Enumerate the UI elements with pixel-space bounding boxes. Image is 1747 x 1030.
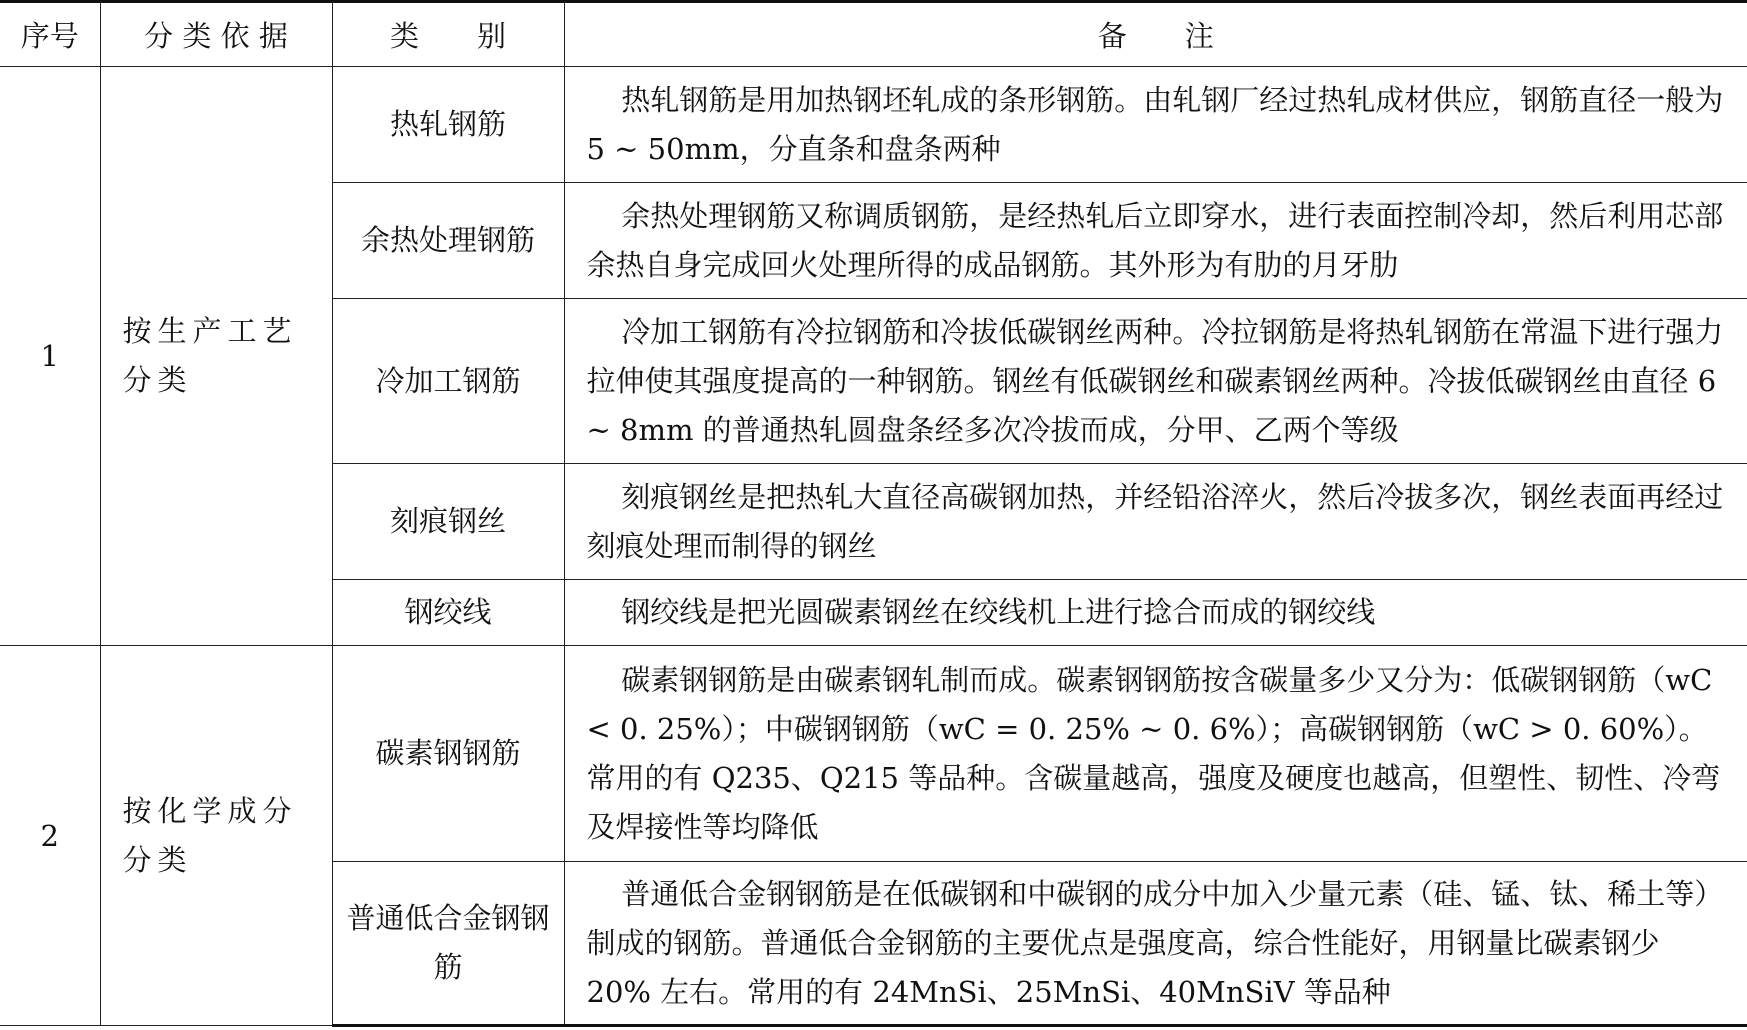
remark-cell: 碳素钢钢筋是由碳素钢轧制而成。碳素钢钢筋按含碳量多少又分为：低碳钢钢筋（wC < 0. 25%）；中碳钢钢筋（wC = 0. 25% ~ 0. 6%）；高碳钢钢筋（wC > 0. 60%）。常用的有 Q235、Q215 等品种。含碳量越高，强度及硬度也越高，但塑性、韧性、冷弯及焊接性等均降低 — [564, 646, 1747, 862]
category-cell: 冷加工钢筋 — [332, 299, 564, 464]
header-seq: 序号 — [0, 2, 100, 67]
remark-cell: 刻痕钢丝是把热轧大直径高碳钢加热，并经铅浴淬火，然后冷拔多次，钢丝表面再经过刻痕处理而制得的钢丝 — [564, 464, 1747, 580]
table-row — [0, 646, 1747, 862]
remark-cell: 钢绞线是把光圆碳素钢丝在绞线机上进行捻合而成的钢绞线 — [564, 580, 1747, 646]
table-header-row — [0, 2, 1747, 67]
remark-cell: 余热处理钢筋又称调质钢筋，是经热轧后立即穿水，进行表面控制冷却，然后利用芯部余热自身完成回火处理所得的成品钢筋。其外形为有肋的月牙肋 — [564, 183, 1747, 299]
header-basis: 分 类 依 据 — [100, 2, 332, 67]
header-remark: 备 注 — [564, 2, 1747, 67]
remark-cell: 热轧钢筋是用加热钢坯轧成的条形钢筋。由轧钢厂经过热轧成材供应，钢筋直径一般为 5 ~ 50mm，分直条和盘条两种 — [564, 67, 1747, 183]
category-cell: 热轧钢筋 — [332, 67, 564, 183]
group-basis: 按生产工艺分类 — [100, 67, 332, 646]
header-category: 类 别 — [332, 2, 564, 67]
group-seq: 1 — [0, 67, 100, 646]
category-cell: 钢绞线 — [332, 580, 564, 646]
table-row — [0, 67, 1747, 183]
category-cell: 碳素钢钢筋 — [332, 646, 564, 862]
remark-cell: 冷加工钢筋有冷拉钢筋和冷拔低碳钢丝两种。冷拉钢筋是将热轧钢筋在常温下进行强力拉伸使其强度提高的一种钢筋。钢丝有低碳钢丝和碳素钢丝两种。冷拔低碳钢丝由直径 6 ~ 8mm 的普通热轧圆盘条经多次冷拔而成，分甲、乙两个等级 — [564, 299, 1747, 464]
group-seq: 2 — [0, 646, 100, 1026]
remark-cell: 普通低合金钢钢筋是在低碳钢和中碳钢的成分中加入少量元素（硅、锰、钛、稀土等）制成的钢筋。普通低合金钢筋的主要优点是强度高，综合性能好，用钢量比碳素钢少 20% 左右。常用的有 24MnSi、25MnSi、40MnSiV 等品种 — [564, 862, 1747, 1026]
category-cell: 刻痕钢丝 — [332, 464, 564, 580]
group-basis: 按化学成分分类 — [100, 646, 332, 1026]
category-cell: 普通低合金钢钢筋 — [332, 862, 564, 1026]
category-cell: 余热处理钢筋 — [332, 183, 564, 299]
